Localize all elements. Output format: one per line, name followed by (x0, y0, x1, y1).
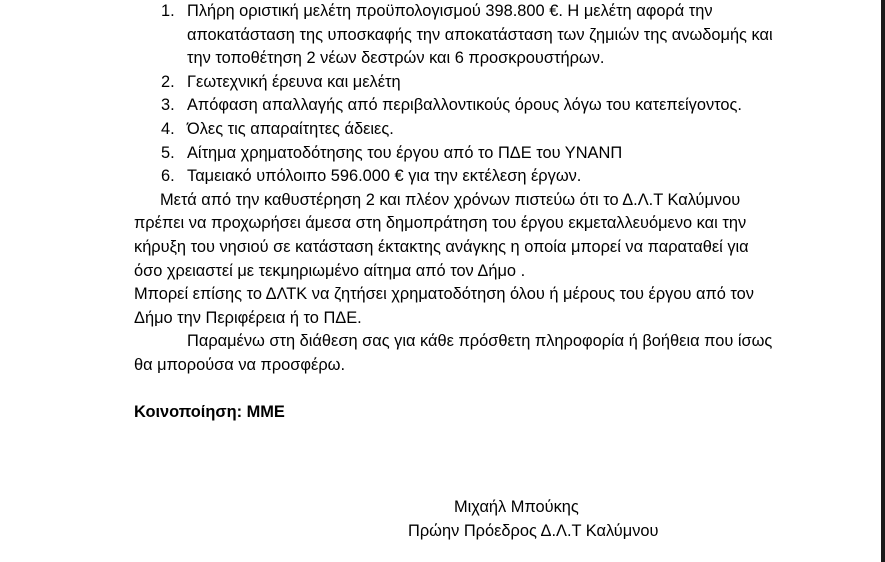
signatory-title: Πρώην Πρόεδρος Δ.Λ.Τ Καλύμνου (408, 521, 659, 540)
list-number: 1. (161, 2, 175, 20)
list-item (134, 142, 774, 166)
list-text: Πλήρη οριστική μελέτη προϋπολογισμού 398.800 €. Η μελέτη αφορά την αποκατάσταση της υποσκαφής την αποκατάσταση των ζημιών της ανωδομής και την τοποθέτηση 2 νέων δεστρών και 6 προσκρουστήρων. (187, 2, 773, 68)
list-item (134, 165, 774, 189)
list-text: Αίτημα χρηματοδότησης του έργου από το ΠΔΕ του ΥΝΑΝΠ (187, 143, 623, 162)
numbered-list (134, 0, 774, 189)
list-item (134, 94, 774, 118)
list-text: Ταμειακό υπόλοιπο 596.000 € για την εκτέλεση έργων. (187, 167, 582, 186)
list-text: Όλες τις απαραίτητες άδειες. (187, 119, 394, 138)
document-body (134, 0, 774, 425)
list-number: 3. (161, 96, 175, 115)
list-item (134, 0, 774, 71)
blank-line (134, 378, 774, 402)
cc-line: Κοινοποίηση: ΜΜΕ (134, 403, 285, 422)
list-number: 5. (161, 143, 175, 162)
list-item (134, 71, 774, 95)
page-edge-border (881, 0, 885, 562)
paragraph-closing: Παραμένω στη διάθεση σας για κάθε πρόσθετη πληροφορία ή βοήθεια που ίσως θα μπορούσα να προσφέρω. (134, 332, 773, 374)
paragraph-funding: Μπορεί επίσης το ΔΛΤΚ να ζητήσει χρηματοδότηση όλου ή μέρους του έργου από τον Δήμο την Περιφέρεια ή το ΠΔΕ. (134, 285, 754, 327)
list-item (134, 118, 774, 142)
signatory-name: Μιχαήλ Μπούκης (454, 498, 579, 516)
list-number: 2. (161, 72, 175, 91)
list-text: Γεωτεχνική έρευνα και μελέτη (187, 72, 401, 91)
list-number: 4. (161, 119, 175, 138)
list-text: Απόφαση απαλλαγής από περιβαλλοντικούς όρους λόγω του κατεπείγοντος. (187, 96, 742, 115)
list-number: 6. (161, 167, 175, 186)
paragraph-delay: Μετά από την καθυστέρηση 2 και πλέον χρόνων πιστεύω ότι το Δ.Λ.Τ Καλύμνου πρέπει να προχωρήσει άμεσα στη δημοπράτηση του έργου εκμεταλλευόμενο και την κήρυξη του νησιού σε κατάσταση έκτακτης ανάγκης η οποία μπορεί να παραταθεί για όσο χρειαστεί με τεκμηριωμένο αίτημα από τον Δήμο . (134, 190, 749, 280)
